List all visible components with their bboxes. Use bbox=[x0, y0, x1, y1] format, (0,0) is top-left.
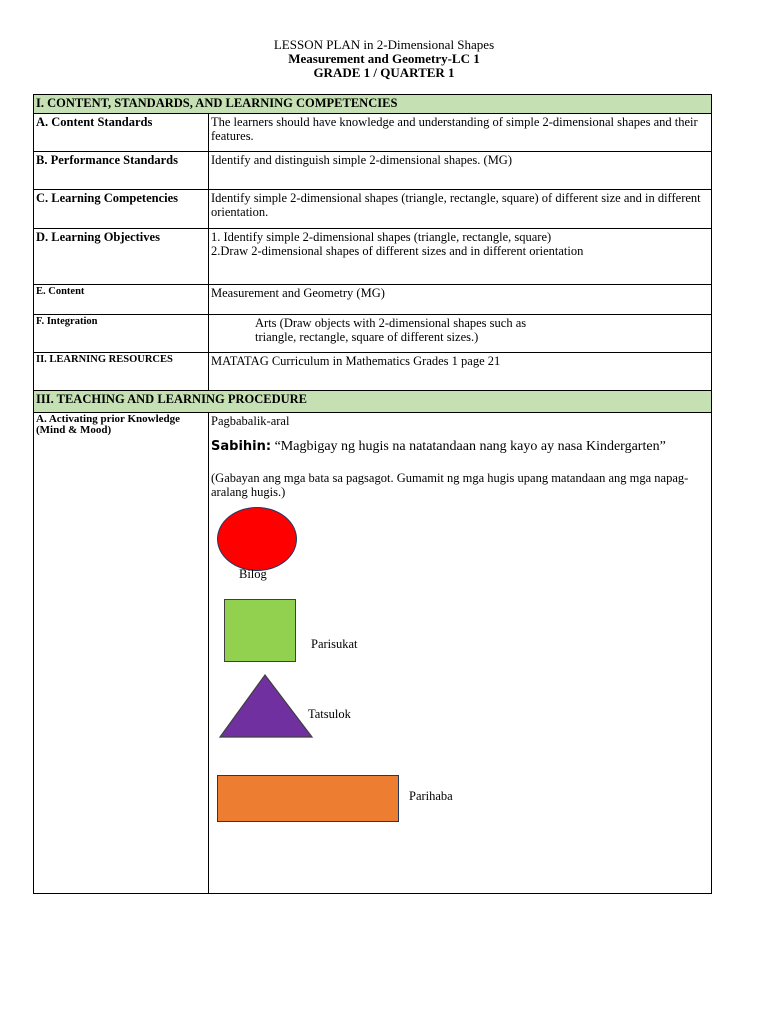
integration-line-1: Arts (Draw objects with 2-dimensional shapes such as bbox=[255, 316, 527, 330]
circle-shape bbox=[217, 507, 297, 571]
performance-standards-value: Identify and distinguish simple 2-dimensional shapes. (MG) bbox=[209, 152, 712, 190]
objective-2: 2.Draw 2-dimensional shapes of different sizes and in different orientation bbox=[211, 244, 584, 258]
integration-label: F. Integration bbox=[34, 315, 209, 353]
integration-line-2: triangle, rectangle, square of different sizes.) bbox=[255, 330, 479, 344]
prior-knowledge-label: A. Activating prior Knowledge (Mind & Mood) bbox=[34, 413, 209, 894]
table-row bbox=[34, 190, 712, 229]
section1-heading-row bbox=[34, 95, 712, 114]
circle-label: Bilog bbox=[239, 567, 267, 581]
triangle-polygon bbox=[220, 675, 312, 737]
prior-knowledge-content bbox=[209, 413, 712, 894]
review-text: Pagbabalik-aral bbox=[211, 414, 290, 428]
content-value: Measurement and Geometry (MG) bbox=[209, 285, 712, 315]
learning-resources-label: II. LEARNING RESOURCES bbox=[34, 353, 209, 391]
performance-standards-label: B. Performance Standards bbox=[34, 152, 209, 190]
table-row bbox=[34, 285, 712, 315]
table-row bbox=[34, 353, 712, 391]
rectangle-shape bbox=[217, 775, 399, 822]
say-text: “Magbigay ng hugis na natatandaan nang kayo ay nasa Kindergarten” bbox=[271, 439, 666, 454]
say-instruction bbox=[211, 440, 666, 454]
prior-knowledge-panel bbox=[211, 414, 709, 892]
learning-competencies-value: Identify simple 2-dimensional shapes (triangle, rectangle, square) of different size and in different orientation. bbox=[209, 190, 712, 229]
learning-objectives-value bbox=[209, 229, 712, 285]
content-standards-label: A. Content Standards bbox=[34, 114, 209, 152]
title-line-1: LESSON PLAN in 2-Dimensional Shapes bbox=[273, 37, 495, 52]
section1-heading: I. CONTENT, STANDARDS, AND LEARNING COMPETENCIES bbox=[34, 95, 712, 114]
table-row bbox=[34, 315, 712, 353]
table-row bbox=[34, 152, 712, 190]
content-label: E. Content bbox=[34, 285, 209, 315]
lesson-plan-table bbox=[33, 94, 712, 894]
title-line-3: GRADE 1 / QUARTER 1 bbox=[313, 65, 455, 80]
rectangle-label: Parihaba bbox=[409, 789, 453, 803]
objective-1: 1. Identify simple 2-dimensional shapes (triangle, rectangle, square) bbox=[211, 230, 552, 244]
section3-heading-row bbox=[34, 391, 712, 413]
guide-text: (Gabayan ang mga bata sa pagsagot. Gumamit ng mga hugis upang matandaan ang mga napag-aralang hugis.) bbox=[211, 471, 689, 499]
document-title bbox=[0, 38, 768, 80]
learning-competencies-label: C. Learning Competencies bbox=[34, 190, 209, 229]
square-label: Parisukat bbox=[311, 637, 358, 651]
learning-resources-value: MATATAG Curriculum in Mathematics Grades 1 page 21 bbox=[209, 353, 712, 391]
triangle-label: Tatsulok bbox=[308, 707, 351, 721]
table-row bbox=[34, 229, 712, 285]
section3-heading: III. TEACHING AND LEARNING PROCEDURE bbox=[34, 391, 712, 413]
title-line-2: Measurement and Geometry-LC 1 bbox=[288, 51, 480, 66]
integration-value bbox=[209, 315, 712, 353]
content-standards-value: The learners should have knowledge and understanding of simple 2-dimensional shapes and their features. bbox=[209, 114, 712, 152]
table-row bbox=[34, 413, 712, 894]
learning-objectives-label: D. Learning Objectives bbox=[34, 229, 209, 285]
table-row bbox=[34, 114, 712, 152]
say-label: Sabihin: bbox=[211, 439, 272, 454]
triangle-shape bbox=[218, 673, 314, 739]
square-shape bbox=[224, 599, 296, 662]
